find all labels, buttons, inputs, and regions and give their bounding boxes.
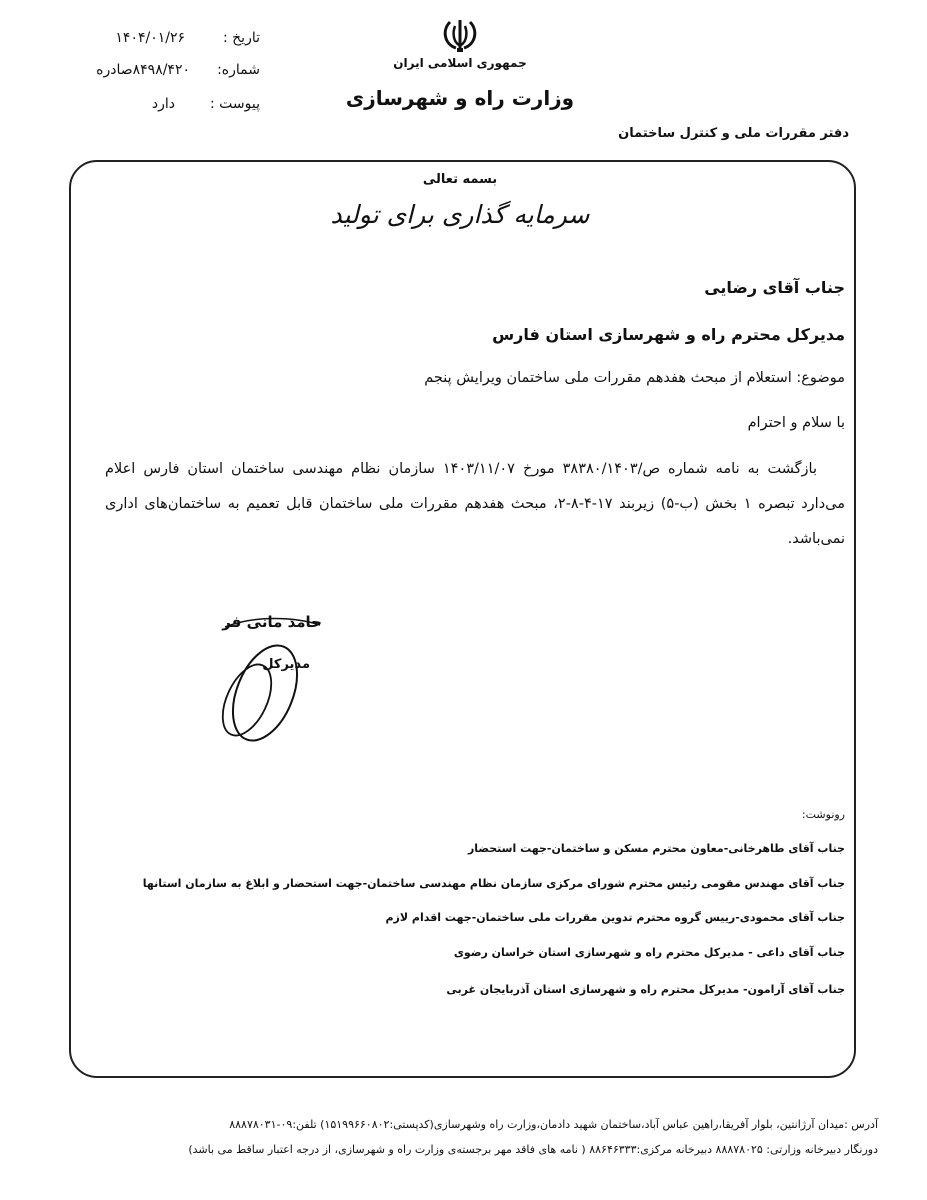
signer-name: حامد مانی فر [222, 613, 322, 631]
signer-title: مدیرکل [262, 657, 310, 672]
signature-block [195, 605, 340, 755]
cc-item: جناب آقای طاهرخانی-معاون محترم مسکن و ساختمان-جهت استحضار [467, 842, 845, 855]
cc-item: جناب آقای داعی - مدیرکل محترم راه و شهرسازی استان خراسان رضوی [453, 946, 845, 959]
letter-frame [69, 160, 856, 1078]
recipient-title: مدیرکل محترم راه و شهرسازی استان فارس [492, 325, 845, 344]
recipient-name: جناب آقای رضایی [704, 278, 845, 297]
footer-address: آدرس :میدان آرژانتین، بلوار آفریقا،راهین عباس آباد،ساختمان شهید دادمان،وزارت راه وشهرسازی(کدپستی:۱۵۱۹۹۶۶۰۸۰۲) تلفن:۰۹-۸۸۸۷۸۰۳۱ [229, 1118, 878, 1131]
number-value: ۸۴۹۸/۴۲۰صادره [96, 62, 190, 78]
republic-name: جمهوری اسلامی ایران [393, 56, 527, 70]
invocation: بسمه تعالی [422, 172, 498, 187]
date-label: تاریخ : [222, 30, 260, 46]
attachment-value: دارد [151, 96, 175, 112]
footer-fax-note: دورنگار دبیرخانه وزارتی: ۸۸۸۷۸۰۲۵ دبیرخانه مرکزی:۸۸۶۴۶۳۳۳ ( نامه های فاقد مهر برجسته‌ی وزارت راه و شهرسازی، از درجه اعتبار ساقط می باشد) [188, 1143, 878, 1156]
cc-label: رونوشت: [801, 808, 845, 821]
subject-line: موضوع: استعلام از مبحث هفدهم مقررات ملی ساختمان ویرایش پنجم [424, 370, 845, 386]
date-value: ۱۴۰۴/۰۱/۲۶ [115, 30, 185, 46]
number-row [60, 62, 260, 86]
cc-item: جناب آقای مهندس مقومی رئیس محترم شورای مرکزی سازمان نظام مهندسی ساختمان-جهت استحضار و ابلاغ به سازمان استانها [142, 877, 845, 890]
department-name: دفتر مقررات ملی و کنترل ساختمان [618, 126, 849, 141]
iran-emblem-icon [440, 18, 480, 54]
greeting: با سلام و احترام [747, 415, 845, 431]
letter-body: بازگشت به نامه شماره ص/۳۸۳۸۰/۱۴۰۳ مورخ ۱۴۰۳/۱۱/۰۷ سازمان نظام مهندسی ساختمان استان فارس اعلام می‌دارد تبصره ۱ بخش (ب-۵) زیربند ۱۷-۴-۸-۲، مبحث هفدهم مقررات ملی ساختمان قابل تعمیم به ساختمان‌های اداری نمی‌باشد. [105, 461, 846, 547]
attachment-label: پیوست : [210, 96, 260, 112]
ministry-name: وزارت راه و شهرسازی [345, 86, 575, 110]
date-row [60, 30, 260, 54]
number-label: شماره: [217, 62, 260, 78]
cc-item: جناب آقای آرامون- مدیرکل محترم راه و شهرسازی استان آذربایجان غربی [446, 983, 845, 996]
cc-item: جناب آقای محمودی-رییس گروه محترم تدوین مقررات ملی ساختمان-جهت اقدام لازم [385, 911, 845, 924]
slogan: سرمایه گذاری برای تولید [330, 200, 590, 229]
attachment-row [60, 96, 260, 120]
